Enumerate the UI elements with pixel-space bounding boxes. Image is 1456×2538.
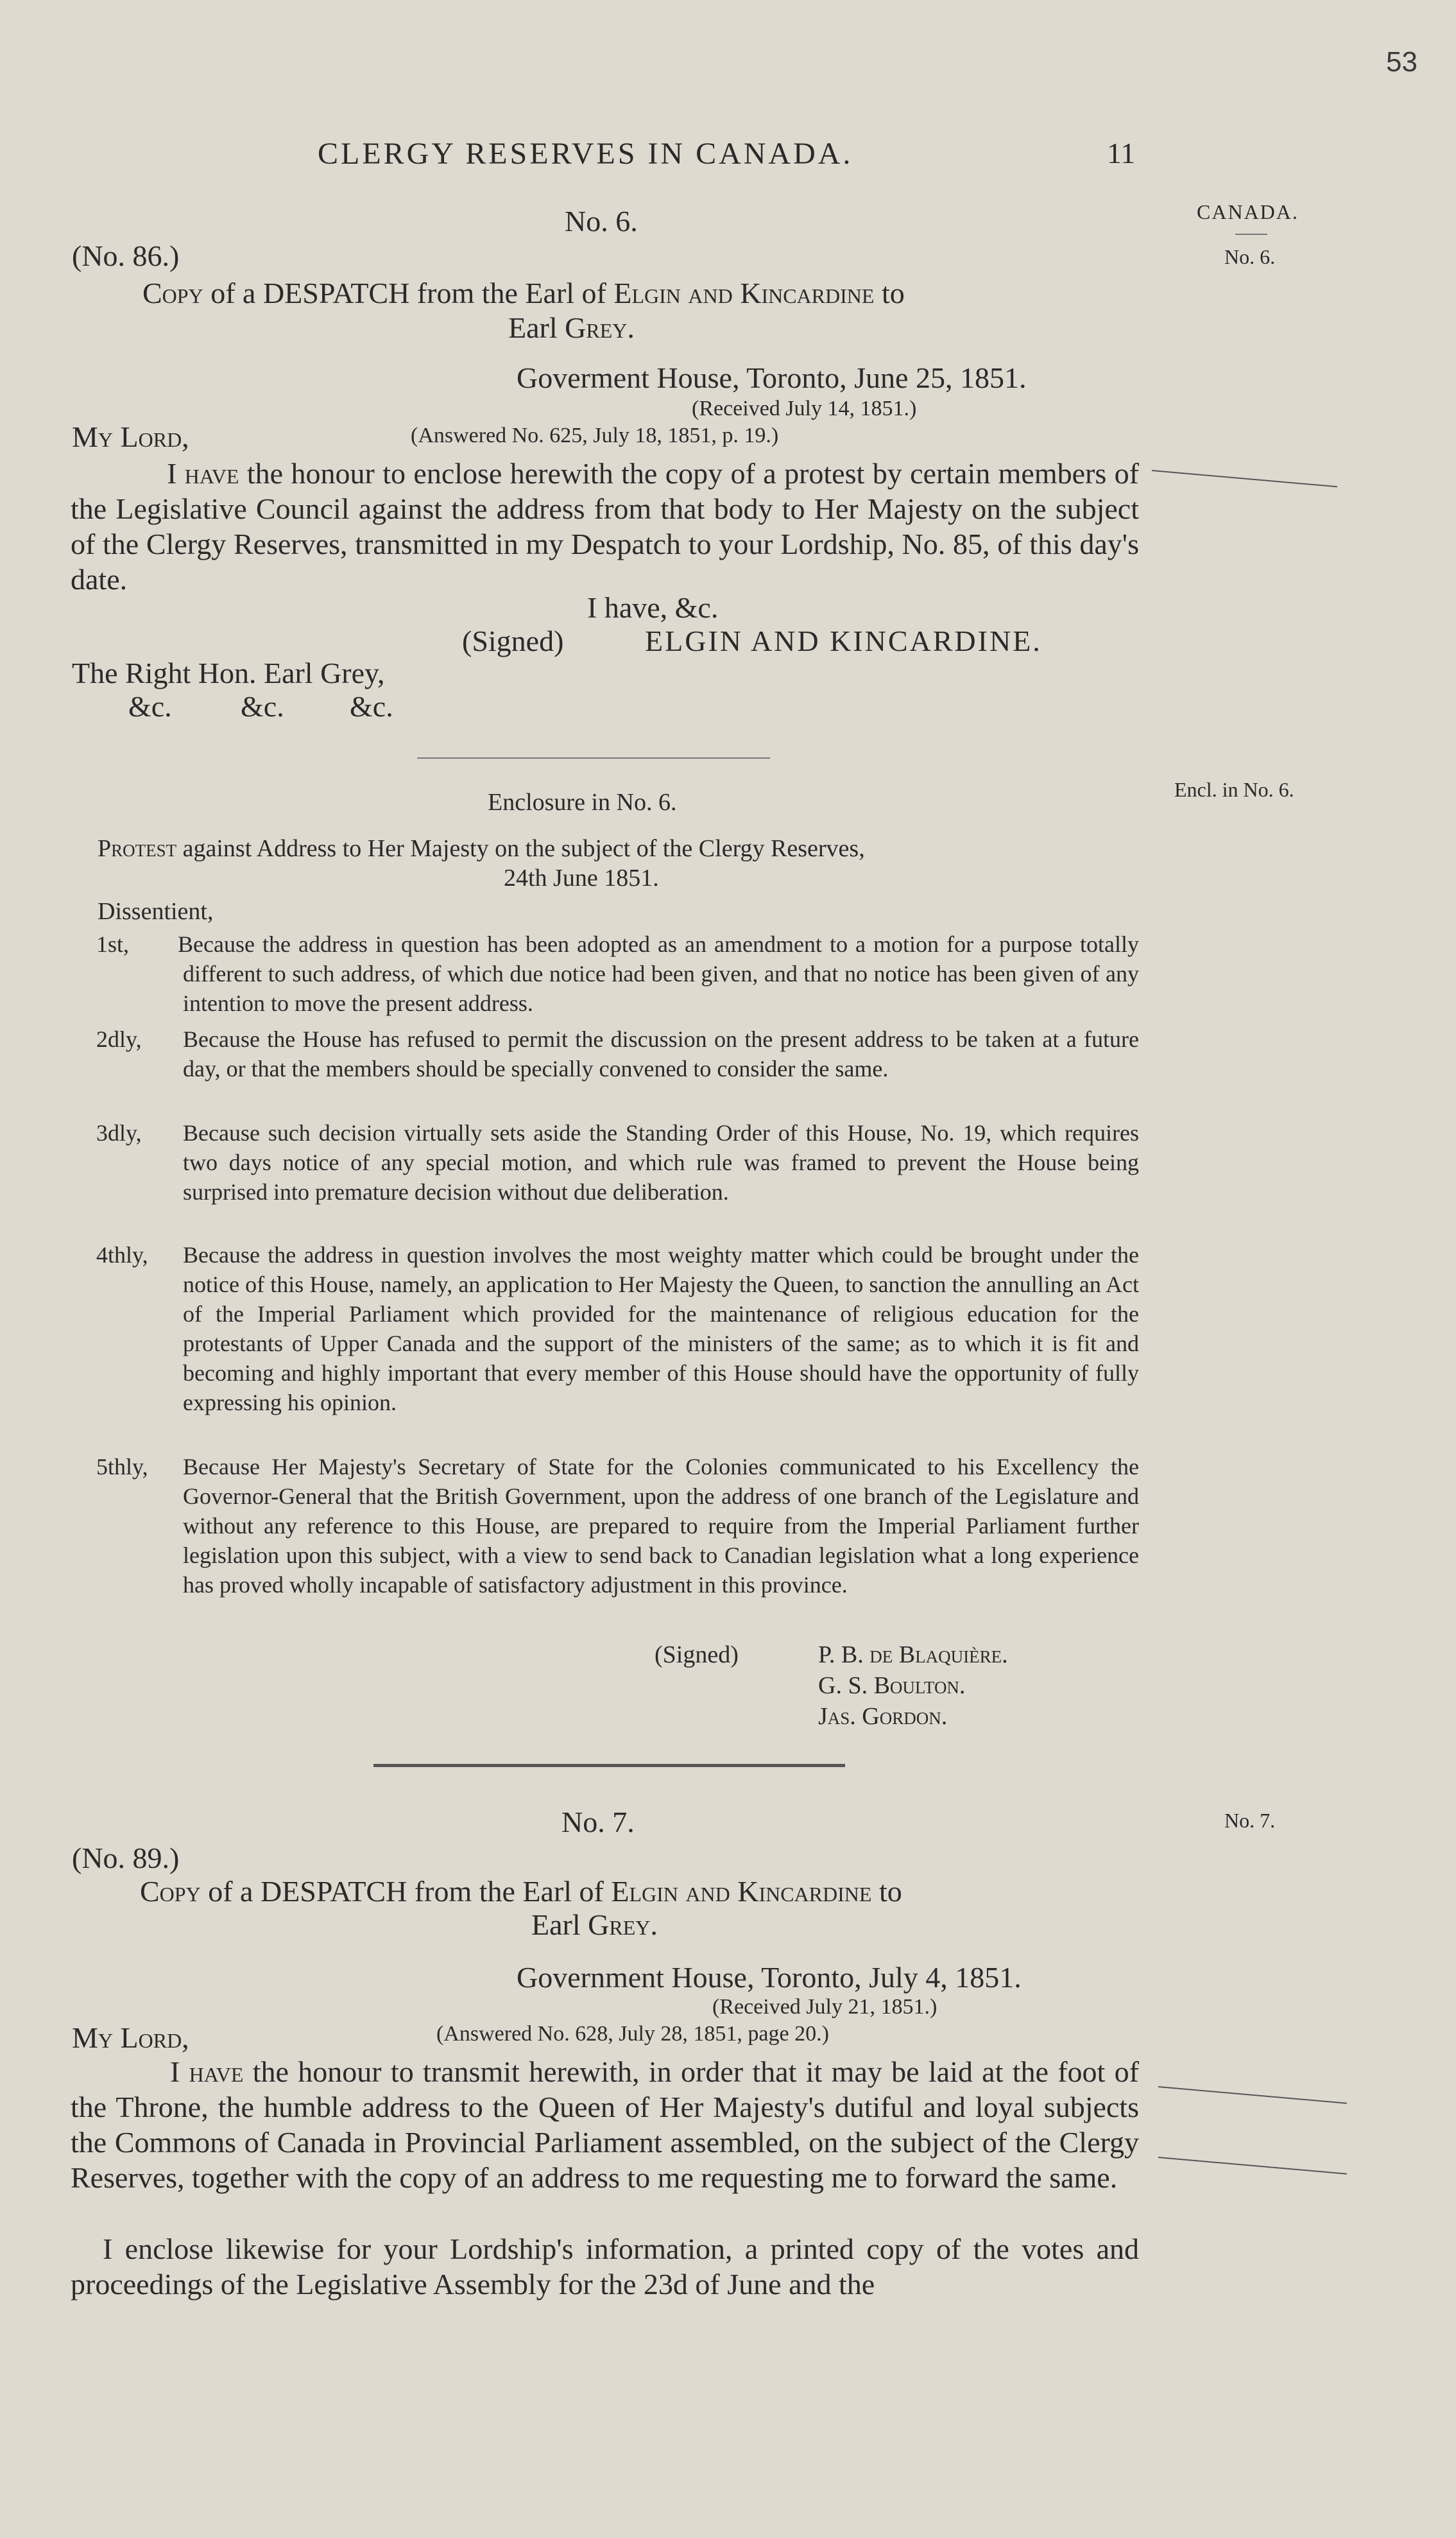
despatch6-title-line2: Earl Grey. — [508, 311, 635, 344]
despatch7-received: (Received July 21, 1851.) — [712, 1995, 938, 2019]
protest-item-4: 4thly, Because the address in question involves the most weighty matter which could be brought under the notice of this House, namely, an application to Her Majesty the Queen, to sanction the annulling an Act of the Imperial Parliament which provided for the maintenance of religious education for the protestants of Upper Canada and the support of the ministers of the same; as to which it is fit and becoming and highly important that every member of this House should have the opportunity of fully expressing his opinion. — [96, 1242, 1139, 1415]
despatch6-heading: No. 6. — [565, 205, 638, 237]
despatch7-answered: (Answered No. 628, July 28, 1851, page 20.) — [436, 2022, 829, 2046]
title-to: to — [874, 277, 905, 309]
despatch7-place-date: Government House, Toronto, July 4, 1851. — [517, 1961, 1022, 1994]
despatch7-title: Copy of a DESPATCH from the Earl of Elgin and Kincardine to — [140, 1875, 902, 1908]
margin-canada: CANADA. — [1197, 200, 1299, 223]
title-earl: Elgin and Kincardine — [613, 277, 875, 309]
protest-item-1: 1st, Because the address in question has been adopted as an amendment to a motion for a purpose totally different to such address, of which due notice had been given, and that no notice has been given of any intention to move the present address. — [96, 931, 1139, 1016]
running-head-number: 11 — [1107, 137, 1136, 169]
despatch6-etc-2: &c. — [241, 690, 284, 723]
despatch6-place-date: Goverment House, Toronto, June 25, 1851. — [517, 361, 1027, 394]
section-divider — [417, 757, 770, 759]
despatch6-ref: (No. 86.) — [72, 239, 180, 272]
despatch7-heading: No. 7. — [561, 1806, 635, 1838]
page-number: 53 — [1386, 46, 1417, 78]
enclosure-signed: (Signed) — [655, 1641, 739, 1668]
margin-no7: No. 7. — [1224, 1809, 1276, 1832]
margin-pointer-line — [1152, 470, 1337, 487]
enclosure-heading: Enclosure in No. 6. — [488, 789, 677, 816]
despatch7-salutation: My Lord, — [72, 2021, 189, 2054]
title-rest: of a DESPATCH from the Earl of — [203, 277, 614, 309]
despatch6-received: (Received July 14, 1851.) — [692, 397, 917, 420]
despatch7-body: I have the honour to transmit herewith, in order that it may be laid at the foot of the Throne, the humble address to the Queen of Her Majesty's dutiful and loyal subjects the Commons of Canada in Provincial Parliament assembled, on the subject of the Clergy Reserves, together with the copy of an address to me requesting me to forward the same. — [71, 2055, 1139, 2194]
enclosure-title: Protest against Address to Her Majesty on the subject of the Clergy Reserves, — [98, 835, 865, 862]
enclosure-signer-2: G. S. Boulton. — [818, 1672, 966, 1699]
despatch6-body: I have the honour to enclose herewith the copy of a protest by certain members of the Legislative Council against the address from that body to Her Majesty on the subject of the Clergy Reserves, transmitted in my Despatch to your Lordship, No. 85, of this day's date. — [71, 457, 1139, 596]
despatch7-title-line2: Earl Grey. — [531, 1908, 658, 1941]
enclosure-signer-1: P. B. de Blaquière. — [818, 1641, 1008, 1668]
title-copy: Copy — [142, 277, 203, 309]
section-divider-heavy — [373, 1764, 845, 1767]
despatch6-signer: ELGIN AND KINCARDINE. — [645, 625, 1042, 657]
protest-item-2: 2dly, Because the House has refused to permit the discussion on the present address to be taken at a future day, or that the members should be specially convened to consider the same. — [96, 1026, 1139, 1082]
enclosure-dissentient: Dissentient, — [98, 898, 214, 925]
despatch6-closing: I have, &c. — [587, 591, 719, 624]
enclosure-title-date: 24th June 1851. — [504, 865, 659, 892]
enclosure-signer-3: Jas. Gordon. — [818, 1703, 948, 1730]
despatch6-answered: (Answered No. 625, July 18, 1851, p. 19.) — [411, 424, 779, 447]
despatch7-ref: (No. 89.) — [72, 1842, 180, 1874]
margin-divider — [1235, 234, 1267, 235]
protest-item-3: 3dly, Because such decision virtually sets aside the Standing Order of this House, No. 19, which requires two days notice of any special motion, and which rule was framed to prevent the House being surprised into premature decision without due deliberation. — [96, 1120, 1139, 1205]
despatch6-salutation: My Lord, — [72, 420, 189, 453]
despatch6-etc-3: &c. — [350, 690, 393, 723]
despatch6-title — [142, 276, 905, 310]
running-head-title: CLERGY RESERVES IN CANADA. — [318, 137, 853, 171]
despatch6-addressee: The Right Hon. Earl Grey, — [72, 657, 385, 689]
margin-no6: No. 6. — [1224, 245, 1276, 268]
margin-encl6: Encl. in No. 6. — [1174, 778, 1294, 801]
margin-pointer-line — [1158, 2157, 1347, 2175]
despatch6-etc-1: &c. — [128, 690, 172, 723]
margin-pointer-line — [1158, 2086, 1347, 2104]
despatch7-body2: I enclose likewise for your Lordship's information, a printed copy of the votes and proceedings of the Legislative Assembly for the 23d of June and the — [71, 2232, 1139, 2301]
protest-item-5: 5thly, Because Her Majesty's Secretary of State for the Colonies communicated to his Excellency the Governor-General that the British Government, upon the address of one branch of the Legislature and without any reference to this House, are prepared to require from the Imperial Parliament further legislation upon this subject, with a view to send back to Canadian legislation what a long experience has proved wholly incapable of satisfactory adjustment in this province. — [96, 1454, 1139, 1598]
despatch6-signed: (Signed) — [462, 625, 564, 657]
